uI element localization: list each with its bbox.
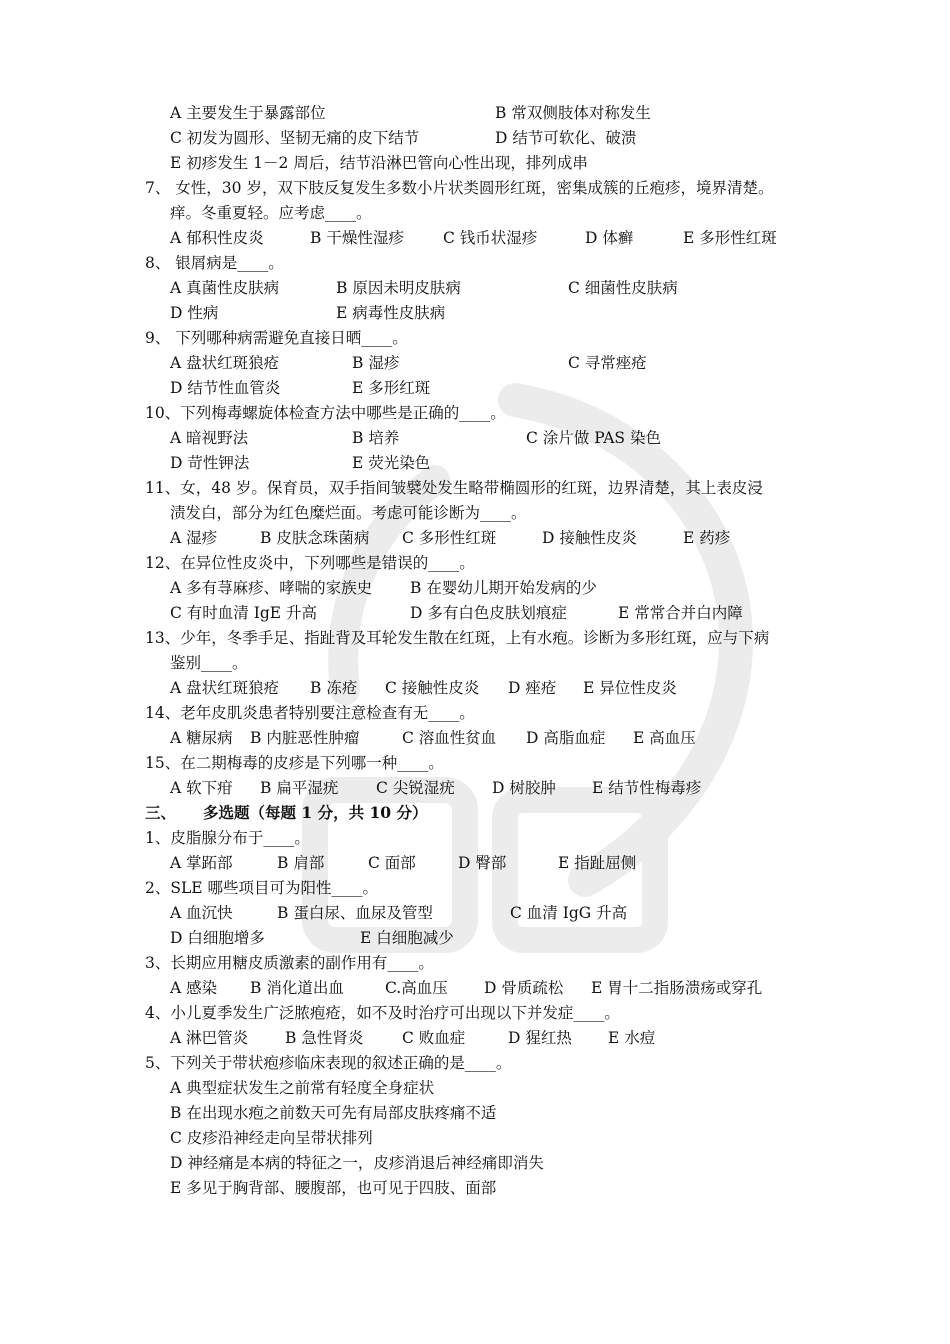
text-line-32-part-2: C 血清 IgG 升高 [510,904,628,922]
text-line-16-part-0: 渍发白，部分为红色糜烂面。考虑可能诊断为____。 [170,504,527,522]
text-line-27-part-2: C 尖锐湿疣 [376,779,455,797]
text-line-2-part-0: E 初疹发生 1－2 周后，结节沿淋巴管向心性出现，排列成串 [170,154,588,172]
text-line-27-part-1: B 扁平湿疣 [260,779,339,797]
text-line-15-part-0: 11、女，48 岁。保育员，双手指间皱襞处发生略带椭圆形的红斑，边界清楚，其上表皮浸 [145,479,763,497]
text-line-23-part-2: C 接触性皮炎 [385,679,480,697]
text-line-17-part-1: B 皮肤念珠菌病 [260,529,370,547]
text-line-43-part-0: E 多见于胸背部、腰腹部，也可见于四肢、面部 [170,1179,497,1197]
text-line-17-part-3: D 接触性皮炎 [542,529,637,547]
text-line-11-part-1: E 多形红斑 [352,379,431,397]
text-line-25-part-4: E 高血压 [633,729,696,747]
text-line-35-part-4: E 胃十二指肠溃疡或穿孔 [591,979,763,997]
text-line-17-part-2: C 多形性红斑 [402,529,497,547]
text-line-35-part-0: A 感染 [170,979,218,997]
text-line-28-part-0: 三、 [145,803,177,822]
text-line-32-part-1: B 蛋白尿、血尿及管型 [277,904,433,922]
text-line-38-part-0: 5、下列关于带状疱疹临床表现的叙述正确的是____。 [145,1054,512,1072]
text-line-27-part-0: A 软下疳 [170,779,233,797]
text-line-23-part-3: D 痤疮 [508,679,557,697]
text-line-35-part-3: D 骨质疏松 [484,979,564,997]
text-line-17-part-4: E 药疹 [683,529,731,547]
text-line-7-part-2: C 细菌性皮肤病 [568,279,678,297]
text-line-37-part-2: C 败血症 [402,1029,466,1047]
text-line-26-part-0: 15、在二期梅毒的皮疹是下列哪一种____。 [145,754,444,772]
text-line-5-part-1: B 干燥性湿疹 [310,229,404,247]
text-line-28-part-1: 多选题（每题 1 分，共 10 分） [203,803,428,822]
text-line-33-part-1: E 白细胞减少 [360,929,454,947]
text-line-12-part-0: 10、下列梅毒螺旋体检查方法中哪些是正确的____。 [145,404,506,422]
text-line-21-part-0: 13、少年，冬季手足、指趾背及耳轮发生散在红斑，上有水疱。诊断为多形红斑，应与下病 [145,629,770,647]
text-line-25-part-1: B 内脏恶性肿瘤 [250,729,360,747]
text-line-25-part-0: A 糖尿病 [170,729,233,747]
text-line-10-part-1: B 湿疹 [352,354,400,372]
text-line-10-part-2: C 寻常痤疮 [568,354,647,372]
text-line-23-part-0: A 盘状红斑狼疮 [170,679,280,697]
text-line-3-part-0: 7、 女性，30 岁，双下肢反复发生多数小片状类圆形红斑，密集成簇的丘疱疹，境界清楚。 [145,179,774,197]
text-line-37-part-4: E 水痘 [608,1029,656,1047]
text-line-7-part-1: B 原因未明皮肤病 [336,279,461,297]
text-line-35-part-2: C.高血压 [385,979,448,997]
text-line-29-part-0: 1、皮脂腺分布于____。 [145,829,310,847]
text-line-31-part-0: 2、SLE 哪些项目可为阳性____。 [145,879,379,897]
text-line-36-part-0: 4、小儿夏季发生广泛脓疱疮，如不及时治疗可出现以下并发症____。 [145,1004,620,1022]
text-line-30-part-2: C 面部 [368,854,416,872]
text-line-14-part-1: E 荧光染色 [352,454,431,472]
text-line-8-part-0: D 性病 [170,304,219,322]
text-line-19-part-1: B 在婴幼儿期开始发病的少 [410,579,597,597]
text-line-41-part-0: C 皮疹沿神经走向呈带状排列 [170,1129,373,1147]
text-line-13-part-1: B 培养 [352,429,400,447]
text-line-14-part-0: D 苛性钾法 [170,454,250,472]
text-line-27-part-4: E 结节性梅毒疹 [592,779,702,797]
text-line-24-part-0: 14、老年皮肌炎患者特别要注意检查有无____。 [145,704,475,722]
text-line-6-part-0: 8、 银屑病是____。 [145,254,284,272]
text-line-17-part-0: A 湿疹 [170,529,218,547]
text-line-1-part-0: C 初发为圆形、坚韧无痛的皮下结节 [170,129,420,147]
text-line-30-part-4: E 指趾屈侧 [558,854,637,872]
text-line-42-part-0: D 神经痛是本病的特征之一，皮疹消退后神经痛即消失 [170,1154,544,1172]
text-line-22-part-0: 鉴别____。 [170,654,248,672]
text-line-30-part-1: B 肩部 [277,854,325,872]
text-line-33-part-0: D 白细胞增多 [170,929,265,947]
text-line-27-part-3: D 树胶肿 [492,779,556,797]
text-line-19-part-0: A 多有荨麻疹、哮喘的家族史 [170,579,373,597]
text-line-0-part-1: B 常双侧肢体对称发生 [495,104,651,122]
text-line-11-part-0: D 结节性血管炎 [170,379,281,397]
text-line-7-part-0: A 真菌性皮肤病 [170,279,280,297]
text-line-32-part-0: A 血沉快 [170,904,233,922]
text-line-34-part-0: 3、长期应用糖皮质激素的副作用有____。 [145,954,434,972]
text-line-30-part-3: D 臀部 [458,854,507,872]
text-line-37-part-1: B 急性肾炎 [285,1029,364,1047]
watermark-logo [255,360,775,960]
text-line-20-part-2: E 常常合并白内障 [618,604,743,622]
text-line-30-part-0: A 掌跖部 [170,854,233,872]
text-line-20-part-1: D 多有白色皮肤划痕症 [410,604,567,622]
text-line-8-part-1: E 病毒性皮肤病 [336,304,446,322]
text-line-37-part-0: A 淋巴管炎 [170,1029,249,1047]
text-line-25-part-3: D 高脂血症 [526,729,606,747]
text-line-25-part-2: C 溶血性贫血 [402,729,497,747]
text-line-5-part-4: E 多形性红斑 [683,229,777,247]
text-line-35-part-1: B 消化道出血 [250,979,344,997]
text-line-39-part-0: A 典型症状发生之前常有轻度全身症状 [170,1079,435,1097]
text-line-37-part-3: D 猩红热 [508,1029,572,1047]
text-line-13-part-0: A 暗视野法 [170,429,249,447]
text-line-9-part-0: 9、 下列哪种病需避免直接日晒____。 [145,329,408,347]
text-line-5-part-2: C 钱币状湿疹 [443,229,538,247]
text-line-13-part-2: C 涂片做 PAS 染色 [526,429,661,447]
text-line-23-part-1: B 冻疮 [310,679,358,697]
text-line-0-part-0: A 主要发生于暴露部位 [170,104,326,122]
text-line-1-part-1: D 结节可软化、破溃 [495,129,637,147]
text-line-40-part-0: B 在出现水疱之前数天可先有局部皮肤疼痛不适 [170,1104,497,1122]
text-line-4-part-0: 痒。冬重夏轻。应考虑____。 [170,204,372,222]
text-line-5-part-0: A 郁积性皮炎 [170,229,264,247]
text-line-5-part-3: D 体癣 [585,229,634,247]
text-line-18-part-0: 12、在异位性皮炎中，下列哪些是错误的____。 [145,554,475,572]
text-line-23-part-4: E 异位性皮炎 [583,679,677,697]
text-line-20-part-0: C 有时血清 IgE 升高 [170,604,318,622]
text-line-10-part-0: A 盘状红斑狼疮 [170,354,280,372]
